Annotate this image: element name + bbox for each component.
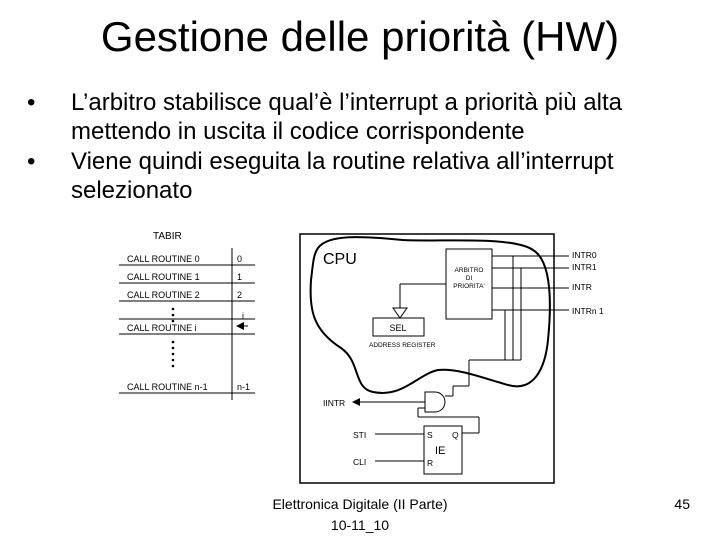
slide-title: Gestione delle priorità (HW) [100,13,620,60]
tabir-row-label: CALL ROUTINE i [127,323,197,333]
iintr-label: IINTR [323,398,346,408]
bullet-text: L’arbitro stabilisce qual’è l’interrupt a priorità più alta mettendo in uscita il codice corrispondente [71,89,622,145]
ff-q-label: Q [452,430,459,440]
address-register-label: ADDRESS REGISTER [369,342,436,349]
ie-label: IE [435,445,446,457]
tabir-title: TABIR [153,231,182,242]
tabir-row-label: CALL ROUTINE 0 [127,254,200,264]
cpu-label: CPU [323,251,357,268]
bullet-marker: • [27,148,36,175]
arbiter-label-line: ARBITRO [454,267,484,274]
input-label-intrn1: INTRn 1 [572,306,604,316]
input-label-intr: INTR [572,282,592,292]
bullet-item [25,88,685,146]
tabir-row-label: CALL ROUTINE 2 [127,290,200,300]
sel-label: SEL [389,323,407,333]
arbiter-label-line: DI [465,275,473,282]
tabir-pointer-label: i [242,311,244,321]
arbiter-label-line: PRIORITA' [453,283,485,290]
tabir-row-index: n-1 [237,382,251,392]
interrupt-priority-diagram [113,220,604,485]
tabir-row-index: 0 [237,254,243,264]
ff-s-label: S [427,430,433,440]
input-label-intr1: INTR1 [572,262,597,272]
tabir-row-label: CALL ROUTINE n-1 [127,382,208,392]
footer-course [220,494,500,536]
bullet-item [25,147,685,205]
page-number: 45 [674,496,690,512]
tabir-table [119,231,255,400]
sti-label: STI [353,430,367,440]
tabir-row-label: CALL ROUTINE 1 [127,272,200,282]
and-gate [425,392,445,412]
footer-course-title: Elettronica Digitale (II Parte) [272,496,448,512]
bullet-marker: • [27,89,36,116]
bullet-text: Viene quindi eseguita la routine relativa all’interrupt selezionato [71,148,614,204]
cli-label: CLI [353,457,367,467]
tabir-row-index: 2 [237,290,243,300]
footer-course-code: 10-11_10 [330,517,390,533]
input-label-intr0: INTR0 [572,250,597,260]
bullet-list [25,88,685,206]
tabir-row-index: 1 [237,272,243,282]
ff-r-label: R [427,458,434,468]
